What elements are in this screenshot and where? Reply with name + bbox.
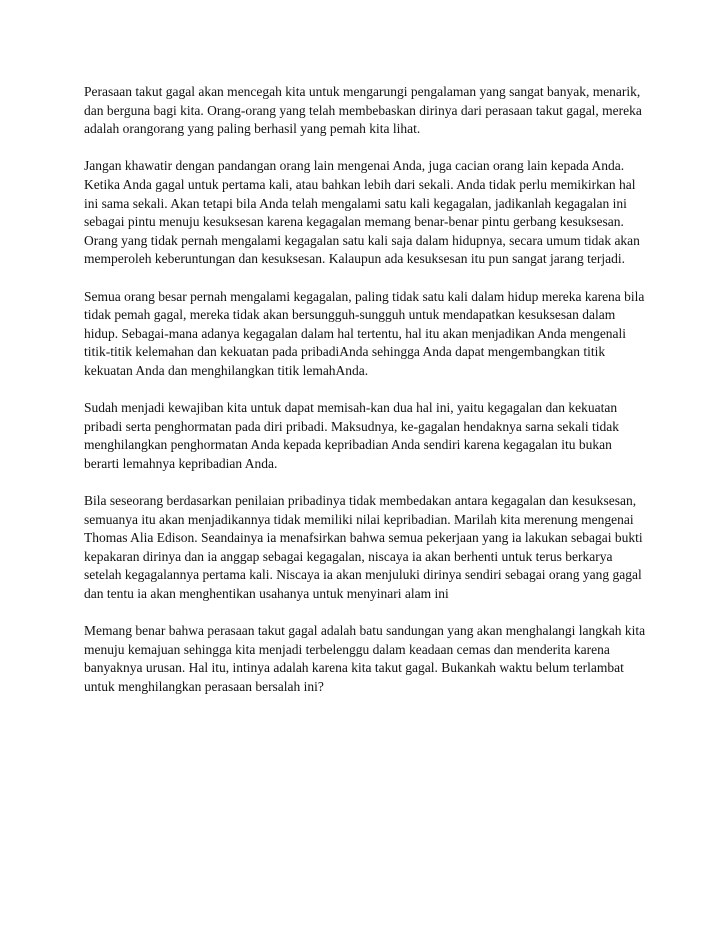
paragraph-6: Memang benar bahwa perasaan takut gagal adalah batu sandungan yang akan menghalangi langkah kita menuju kemajuan sehingga kita menjadi terbelenggu dalam keadaan cemas dan menderita karena banyaknya urusan. Hal itu, intinya adalah karena kita takut gagal. Bukankah waktu belum terlambat untuk menghilangkan perasaan bersalah ini? xyxy=(84,623,646,694)
paragraph-5: Bila seseorang berdasarkan penilaian pribadinya tidak membedakan antara kegagalan dan kesuksesan, semuanya itu akan menjadikannya tidak memiliki nilai kepribadian. Marilah kita merenung mengenai Thomas Alia Edison. Seandainya ia menafsirkan bahwa semua pekerjaan yang ia lakukan sebagai bukti kepakaran dirinya dan ia anggap sebagai kegagalan, niscaya ia akan berhenti untuk terus berkarya setelah kegagalannya pertama kali. Niscaya ia akan menjuluki dirinya sendiri sebagai orang yang gagal dan tentu ia akan menghentikan usahanya untuk menyinari alam ini xyxy=(84,493,643,602)
paragraph-1: Perasaan takut gagal akan mencegah kita untuk mengarungi pengalaman yang sangat banyak, menarik, dan berguna bagi kita. Orang-orang yang telah membebaskan dirinya dari perasaan takut gagal, mereka adalah orangorang yang paling berhasil yang pemah kita lihat. xyxy=(84,84,642,137)
document-body xyxy=(84,83,646,715)
paragraph-3: Semua orang besar pernah mengalami kegagalan, paling tidak satu kali dalam hidup mereka karena bila tidak pemah gagal, mereka tidak akan bersungguh-sungguh untuk mendapatkan kesuksesan dalam hidup. Sebagai-mana adanya kegagalan dalam hal tertentu, hal itu akan menjadikan Anda mengenali titik-titik kelemahan dan kekuatan pada pribadiAnda sehingga Anda dapat mengembangkan titik kekuatan Anda dan menghilangkan titik lemahAnda. xyxy=(84,288,645,378)
paragraph-2: Jangan khawatir dengan pandangan orang lain mengenai Anda, juga cacian orang lain kepada Anda. Ketika Anda gagal untuk pertama kali, atau bahkan lebih dari sekali. Anda tidak perlu memikirkan hal ini sama sekali. Akan tetapi bila Anda telah mengalami satu kali kegagalan, jadikanlah kegagalan ini sebagai pintu menuju kesuksesan karena kegagalan memang benar-benar pintu gerbang kesuksesan. Orang yang tidak pernah mengalami kegagalan satu kali saja dalam hidupnya, secara umum tidak akan memperoleh keberuntungan dan kesuksesan. Kalaupun ada kesuksesan itu pun sangat jarang terjadi. xyxy=(84,158,640,267)
paragraph-4: Sudah menjadi kewajiban kita untuk dapat memisah-kan dua hal ini, yaitu kegagalan dan kekuatan pribadi serta penghormatan pada diri pribadi. Maksudnya, ke-gagalan hendaknya sarna sekali tidak menghilangkan penghormatan Anda kepada kepribadian Anda sendiri karena kegagalan itu bukan berarti lemahnya kepribadian Anda. xyxy=(84,400,619,471)
